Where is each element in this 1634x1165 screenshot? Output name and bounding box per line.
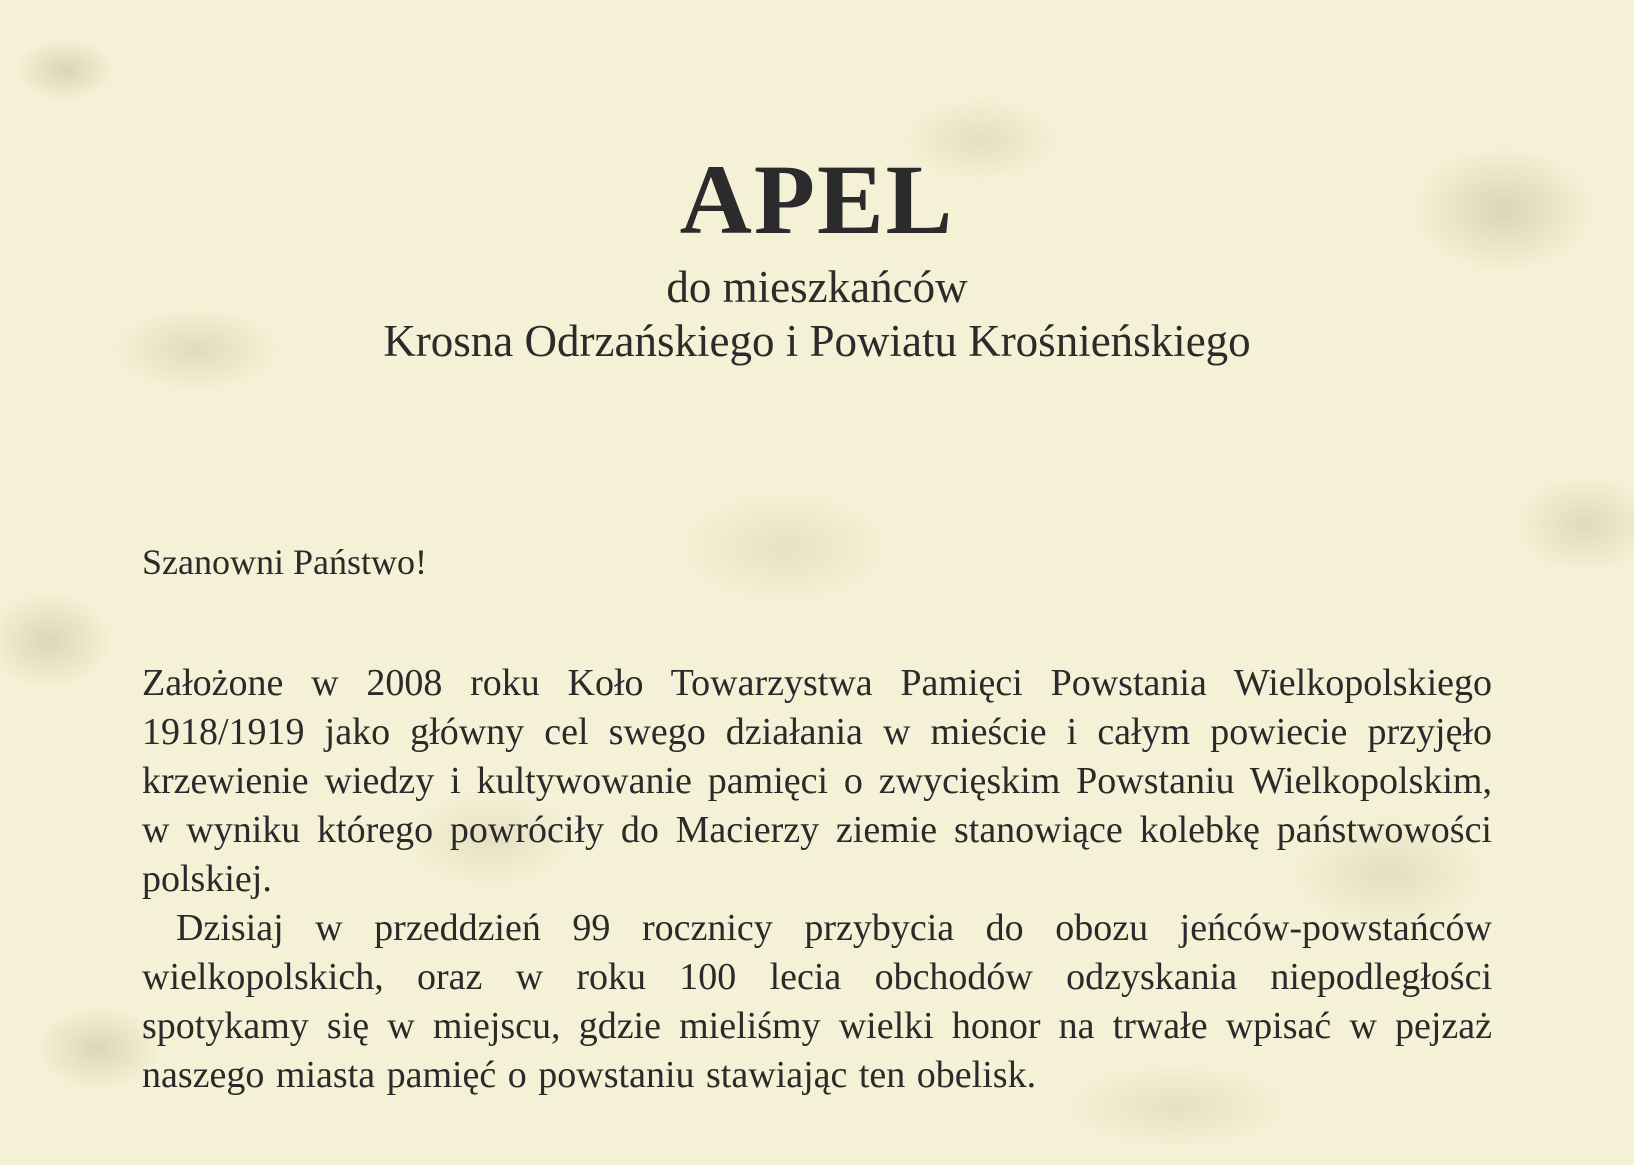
- paragraph-1: Założone w 2008 roku Koło Towarzystwa Pamięci Powstania Wielkopolskiego 1918/1919 jako główny cel swego działania w mieście i całym powiecie przyjęło krzewienie wiedzy i kultywowanie pamięci o zwycięskim Powstaniu Wielkopolskim, w wyniku którego powróciły do Macierzy ziemie stanowiące kolebkę państwowości polskiej.: [142, 662, 1492, 900]
- document-body: [142, 540, 1492, 1100]
- document-addressee: Krosna Odrzańskiego i Powiatu Krośnieńskiego: [383, 316, 1251, 366]
- document-title: APEL: [679, 144, 955, 255]
- paragraph-2: Dzisiaj w przeddzień 99 rocznicy przybycia do obozu jeńców-powstańców wielkopolskich, oraz w roku 100 lecia obchodów odzyskania niepodległości spotykamy się w miejscu, gdzie mieliśmy wielki honor na trwałe wpisać w pejzaż naszego miasta pamięć o powstaniu stawiając ten obelisk.: [142, 907, 1492, 1096]
- document-subtitle: do mieszkańców: [666, 262, 968, 312]
- document-header: [0, 144, 1634, 368]
- salutation: Szanowni Państwo!: [142, 542, 427, 582]
